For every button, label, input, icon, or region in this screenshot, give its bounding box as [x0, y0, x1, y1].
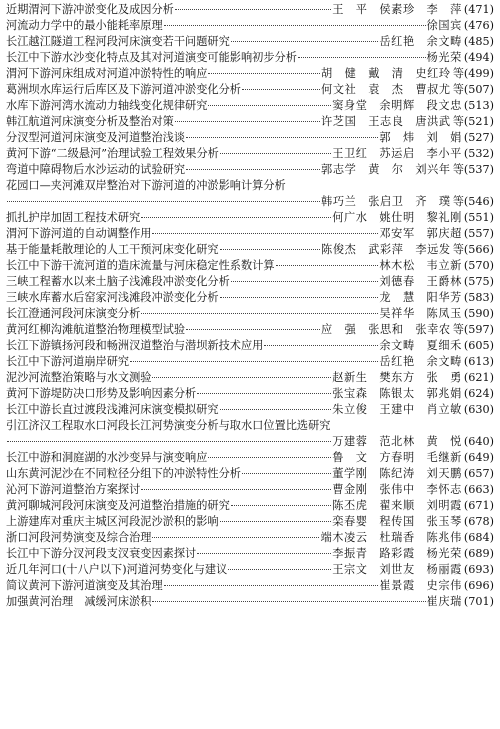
leader-dots [152, 537, 319, 538]
entry-page: 等(537) [452, 163, 494, 176]
entry-title: 长江澄通河段河床演变分析 [6, 307, 141, 320]
entry-authors: 杨光荣 [426, 51, 462, 64]
entry-page: (551) [463, 211, 494, 224]
entry-title: 长江中下游水沙变化特点及其对河道演变可能影响初步分析 [6, 51, 297, 64]
leader-dots [175, 121, 320, 122]
toc-entry [6, 274, 494, 290]
toc-entry [6, 402, 494, 418]
toc-entry [6, 98, 494, 114]
leader-dots [130, 361, 378, 362]
toc-entry [6, 338, 494, 354]
entry-authors: 张宝森 陈银太 郭兆娟 [332, 387, 462, 400]
toc-entry [6, 322, 494, 338]
leader-dots [164, 585, 379, 586]
entry-page: 等(597) [452, 323, 494, 336]
entry-page: (684) [463, 531, 494, 544]
toc-entry [6, 34, 494, 50]
entry-page: 等(546) [452, 195, 494, 208]
entry-authors: 应 强 张思和 张幸农 [321, 323, 451, 336]
entry-title: 水库下游河湾水流动力轴线变化规律研究 [6, 99, 208, 112]
entry-authors: 许芝国 王志良 唐洪武 [321, 115, 451, 128]
leader-dots [141, 489, 331, 490]
entry-page: (557) [463, 227, 494, 240]
leader-dots [220, 409, 332, 410]
entry-page: (621) [463, 371, 494, 384]
toc-entry [6, 162, 494, 178]
entry-authors: 岳红艳 余文畴 [379, 35, 462, 48]
entry-title: 花园口—夹河滩双岸整治对下游河道的冲淤影响计算分析 [6, 179, 286, 192]
entry-title: 三峡水库蓄水后窑家河浅滩段冲淤变化分析 [6, 291, 219, 304]
entry-title: 浙口河段河势演变及综合治理 [6, 531, 152, 544]
leader-dots [231, 505, 331, 506]
leader-dots [220, 153, 331, 154]
entry-page: (696) [463, 579, 494, 592]
leader-dots [7, 441, 331, 442]
leader-dots [7, 201, 320, 202]
entry-page: (494) [463, 51, 494, 64]
entry-authors: 陈俊杰 武彩萍 李远发 [321, 243, 451, 256]
entry-title: 泥沙河流整治策略与水文测验 [6, 371, 152, 384]
entry-page: (657) [463, 467, 494, 480]
entry-authors: 郭志学 黄 尔 刘兴年 [321, 163, 451, 176]
toc-entry [6, 2, 494, 18]
toc-entry [6, 114, 494, 130]
entry-authors: 赵新生 樊东方 张 勇 [332, 371, 462, 384]
entry-page: (701) [463, 595, 494, 608]
entry-title: 韩江航道河床演变分析及整治对策 [6, 115, 174, 128]
toc-entry [6, 466, 494, 482]
leader-dots [141, 313, 378, 314]
leader-dots [264, 345, 378, 346]
entry-authors: 胡 健 戴 清 史红玲 [321, 67, 451, 80]
entry-title: 长江中下游分汊河段支汊衰变因素探讨 [6, 547, 197, 560]
entry-authors: 窦身堂 余明辉 段文忠 [332, 99, 462, 112]
entry-authors: 曹金刚 张伟中 李怀志 [332, 483, 462, 496]
entry-title: 长江中下游河道崩岸研究 [6, 355, 130, 368]
toc-entry [6, 258, 494, 274]
leader-dots [231, 281, 379, 282]
leader-dots [175, 9, 331, 10]
entry-authors: 刘德春 王爵林 [379, 275, 462, 288]
entry-authors: 端木凌云 杜瑞香 陈兆伟 [320, 531, 462, 544]
entry-authors: 何文社 袁 杰 曹叔尤 [321, 83, 451, 96]
entry-page: (583) [463, 291, 494, 304]
entry-authors: 岳红艳 余文畴 [379, 355, 462, 368]
entry-title: 弯道中障碍物后水沙运动的试验研究 [6, 163, 186, 176]
toc-entry [6, 578, 494, 594]
entry-title: 三峡工程蓄水以来土脑子浅滩段冲淤变化分析 [6, 275, 230, 288]
toc-entry [6, 178, 494, 210]
toc-entry [6, 530, 494, 546]
leader-dots [298, 57, 426, 58]
entry-authors: 陈丕虎 翟来顺 刘明霞 [332, 499, 462, 512]
entry-page: (693) [463, 563, 494, 576]
entry-title: 近几年河口(十八户以下)河道河势变化与建议 [6, 563, 228, 576]
entry-authors: 韩巧兰 张启卫 齐 璞 [321, 195, 451, 208]
leader-dots [220, 521, 332, 522]
leader-dots [276, 265, 379, 266]
toc-entry [6, 386, 494, 402]
leader-dots [228, 569, 331, 570]
leader-dots [197, 553, 331, 554]
leader-dots [208, 457, 331, 458]
entry-authors: 王 平 侯素珍 李 萍 [332, 3, 462, 16]
entry-page: (476) [463, 19, 494, 32]
entry-page: (671) [463, 499, 494, 512]
entry-authors: 邓安军 郭庆超 [379, 227, 462, 240]
entry-title: 沁河下游河道整治方案探讨 [6, 483, 141, 496]
leader-dots [186, 329, 320, 330]
entry-title: 长江中游和洞庭湖的水沙变异与演变响应 [6, 451, 208, 464]
leader-dots [152, 601, 425, 602]
entry-page: (485) [463, 35, 494, 48]
entry-page: (649) [463, 451, 494, 464]
entry-authors: 栾春婴 程传国 张玉琴 [332, 515, 462, 528]
toc-entry [6, 594, 494, 610]
entry-title: 抓扎护岸加固工程技术研究 [6, 211, 141, 224]
entry-authors: 郭 炜 刘 娟 [379, 131, 462, 144]
entry-title: 渭河下游河道的自动调整作用 [6, 227, 152, 240]
entry-title: 黄河红柳沟滩航道整治物理模型试验 [6, 323, 186, 336]
entry-authors: 林木松 韦立新 [379, 259, 462, 272]
entry-title: 引江济汉工程取水口河段长江河势演变分析与取水口位置比选研究 [6, 419, 331, 432]
leader-dots [152, 377, 331, 378]
entry-page: (613) [463, 355, 494, 368]
entry-authors: 王卫红 苏运启 李小平 [332, 147, 462, 160]
entry-authors: 吴祥华 陈凤玉 [379, 307, 462, 320]
entry-page: (570) [463, 259, 494, 272]
entry-page: (532) [463, 147, 494, 160]
entry-authors: 万建蓉 范北林 黄 悦 [332, 435, 462, 448]
leader-dots [197, 393, 331, 394]
entry-authors: 龙 慧 阳华芳 [379, 291, 462, 304]
entry-authors: 李振青 路彩霞 杨光荣 [332, 547, 462, 560]
entry-title: 黄河下游“二级悬河”治理试验工程效果分析 [6, 147, 219, 160]
entry-title: 长江中游长直过渡段浅滩河床演变模拟研究 [6, 403, 219, 416]
toc-entry [6, 418, 494, 450]
entry-page: 等(499) [452, 67, 494, 80]
entry-title: 葛洲坝水库运行后库区及下游河道冲淤变化分析 [6, 83, 241, 96]
entry-authors: 何广水 姚仕明 黎礼刚 [332, 211, 462, 224]
entry-authors: 崔景霞 史宗伟 [379, 579, 462, 592]
toc-entry [6, 18, 494, 34]
entry-page: (513) [463, 99, 494, 112]
leader-dots [164, 25, 426, 26]
entry-title: 渭河下游河床组成对河道冲淤特性的响应 [6, 67, 208, 80]
toc-entry [6, 306, 494, 322]
entry-page: (630) [463, 403, 494, 416]
entry-title: 黄河下游堤防决口形势及影响因素分析 [6, 387, 197, 400]
toc-entry [6, 482, 494, 498]
leader-dots [186, 169, 320, 170]
toc-entry [6, 354, 494, 370]
entry-page: 等(507) [452, 83, 494, 96]
toc-entry [6, 226, 494, 242]
toc-entry [6, 50, 494, 66]
toc-entry [6, 82, 494, 98]
entry-page: (527) [463, 131, 494, 144]
leader-dots [242, 89, 320, 90]
leader-dots [220, 297, 379, 298]
entry-title: 近期渭河下游冲淤变化及成因分析 [6, 3, 174, 16]
leader-dots [186, 137, 378, 138]
entry-title: 长江下游镇扬河段和畅洲汊道整治与潜坝新技术应用 [6, 339, 264, 352]
leader-dots [242, 473, 331, 474]
entry-title: 上游建库对重庆主城区河段泥沙淤积的影响 [6, 515, 219, 528]
entry-title: 长江中下游干流河道的造床流量与河床稳定性系数计算 [6, 259, 275, 272]
entry-authors: 王宗文 刘世友 杨丽霞 [332, 563, 462, 576]
entry-title: 山东黄河泥沙在不同粒径分组下的冲淤特性分析 [6, 467, 241, 480]
entry-page: (678) [463, 515, 494, 528]
entry-title: 加强黄河治理 减缓河床淤积 [6, 595, 152, 608]
entry-page: (663) [463, 483, 494, 496]
entry-authors: 余文畴 夏细禾 [379, 339, 462, 352]
entry-page: 等(566) [452, 243, 494, 256]
entry-title: 分汊型河道河床演变及河道整治浅谈 [6, 131, 186, 144]
entry-page: (624) [463, 387, 494, 400]
toc-entry [6, 498, 494, 514]
leader-dots [231, 41, 379, 42]
leader-dots [220, 249, 320, 250]
entry-page: (471) [463, 3, 494, 16]
entry-authors: 崔庆瑞 [426, 595, 462, 608]
toc-entry [6, 66, 494, 82]
toc-entry [6, 562, 494, 578]
entry-title: 基于能量耗散理论的人工干预河床变化研究 [6, 243, 219, 256]
entry-authors: 董学刚 陈纪涛 刘天鹏 [332, 467, 462, 480]
entry-page: (640) [463, 435, 494, 448]
entry-page: (605) [463, 339, 494, 352]
toc-entry [6, 242, 494, 258]
entry-authors: 徐国宾 [426, 19, 462, 32]
leader-dots [208, 73, 320, 74]
leader-dots [152, 233, 378, 234]
entry-title: 长江越江隧道工程河段河床演变若干问题研究 [6, 35, 230, 48]
entry-page: (689) [463, 547, 494, 560]
toc-entry [6, 130, 494, 146]
entry-page: 等(521) [452, 115, 494, 128]
entry-title: 河流动力学中的最小能耗率原理 [6, 19, 163, 32]
toc-entry [6, 450, 494, 466]
toc-entry [6, 146, 494, 162]
entry-authors: 朱立俊 王建中 肖立敏 [332, 403, 462, 416]
toc-entry [6, 514, 494, 530]
toc-entry [6, 546, 494, 562]
leader-dots [141, 217, 331, 218]
entry-title: 简议黄河下游河道演变及其治理 [6, 579, 163, 592]
entry-page: (590) [463, 307, 494, 320]
toc-entry [6, 290, 494, 306]
entry-title: 黄河聊城河段河床演变及河道整治措施的研究 [6, 499, 230, 512]
entry-page: (575) [463, 275, 494, 288]
toc-entry [6, 370, 494, 386]
leader-dots [208, 105, 331, 106]
entry-authors: 鲁 文 方春明 毛继新 [332, 451, 462, 464]
toc-entry [6, 210, 494, 226]
